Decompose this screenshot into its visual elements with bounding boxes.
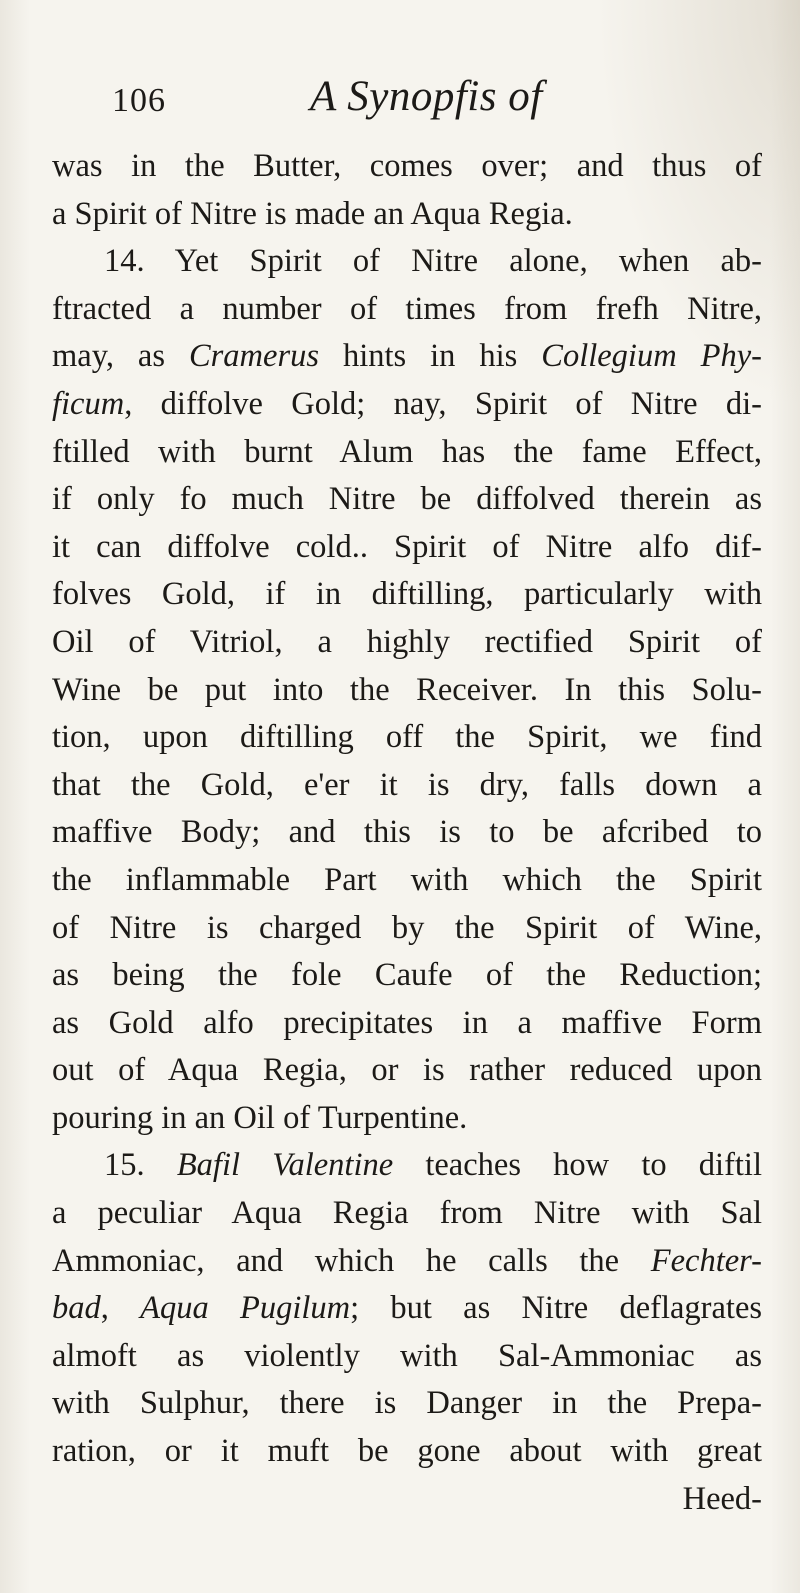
text-line: Oil of Vitriol, a highly rectified Spirit of: [52, 623, 762, 660]
text-line: it can diffolve cold.. Spirit of Nitre alfo dif-: [52, 528, 762, 565]
text-line: if only fo much Nitre be diffolved therein as: [52, 481, 762, 518]
book-title: Collegium Phy-: [541, 338, 762, 375]
page-header: [112, 72, 712, 132]
german-term-end: bad: [52, 1290, 101, 1327]
catchword: Heed-: [682, 1480, 762, 1517]
author-name: Bafil Valentine: [176, 1147, 394, 1184]
body-text: [52, 143, 762, 1523]
text-line: ration, or it muft be gone about with great: [52, 1433, 762, 1470]
text-line: ftracted a number of times from frefh Nitre,: [52, 290, 762, 327]
text-line: was in the Butter, comes over; and thus of: [52, 148, 762, 184]
paragraph-14-start: 14. Yet Spirit of Nitre alone, when ab-: [104, 243, 762, 280]
text-line: tion, upon diftilling off the Spirit, we find: [52, 719, 762, 756]
latin-term: Aqua Pugilum: [140, 1290, 351, 1327]
author-name: Cramerus: [188, 338, 319, 375]
text-line: as being the fole Caufe of the Reduction;: [52, 957, 762, 994]
text-line: ficum, diffolve Gold; nay, Spirit of Nitre di-: [52, 385, 762, 422]
text-line: bad, Aqua Pugilum; but as Nitre deflagrates: [52, 1290, 763, 1327]
text-line: may, as Cramerus hints in his Collegium Phy-: [52, 338, 762, 375]
book-title-end: ficum: [52, 385, 125, 422]
german-term: Fechter-: [650, 1242, 762, 1279]
text-line: as Gold alfo precipitates in a maffive Form: [52, 1004, 762, 1041]
page-number: 106: [112, 82, 166, 119]
text-line: Ammoniac, and which he calls the Fechter-: [52, 1242, 762, 1279]
text-line: Wine be put into the Receiver. In this Solu-: [52, 671, 762, 708]
text-line: a Spirit of Nitre is made an Aqua Regia.: [52, 195, 573, 232]
text-line: folves Gold, if in diftilling, particularly with: [52, 576, 762, 613]
text-line: almoft as violently with Sal-Ammoniac as: [52, 1337, 762, 1374]
text-line: ftilled with burnt Alum has the fame Effect,: [52, 433, 762, 470]
text-line: maffive Body; and this is to be afcribed to: [52, 814, 762, 851]
running-title: A Synopfis of: [310, 73, 543, 120]
text-line: out of Aqua Regia, or is rather reduced upon: [52, 1052, 762, 1089]
paragraph-15-start: 15. Bafil Valentine teaches how to diftil: [104, 1147, 762, 1184]
text-line: pouring in an Oil of Turpentine.: [52, 1099, 468, 1136]
text-line: a peculiar Aqua Regia from Nitre with Sal: [52, 1195, 762, 1232]
text-line: that the Gold, e'er it is dry, falls down a: [52, 766, 762, 803]
text-line: the inflammable Part with which the Spirit: [52, 861, 762, 898]
text-line: with Sulphur, there is Danger in the Prepa-: [52, 1385, 762, 1422]
text-line: of Nitre is charged by the Spirit of Wine,: [52, 909, 762, 946]
